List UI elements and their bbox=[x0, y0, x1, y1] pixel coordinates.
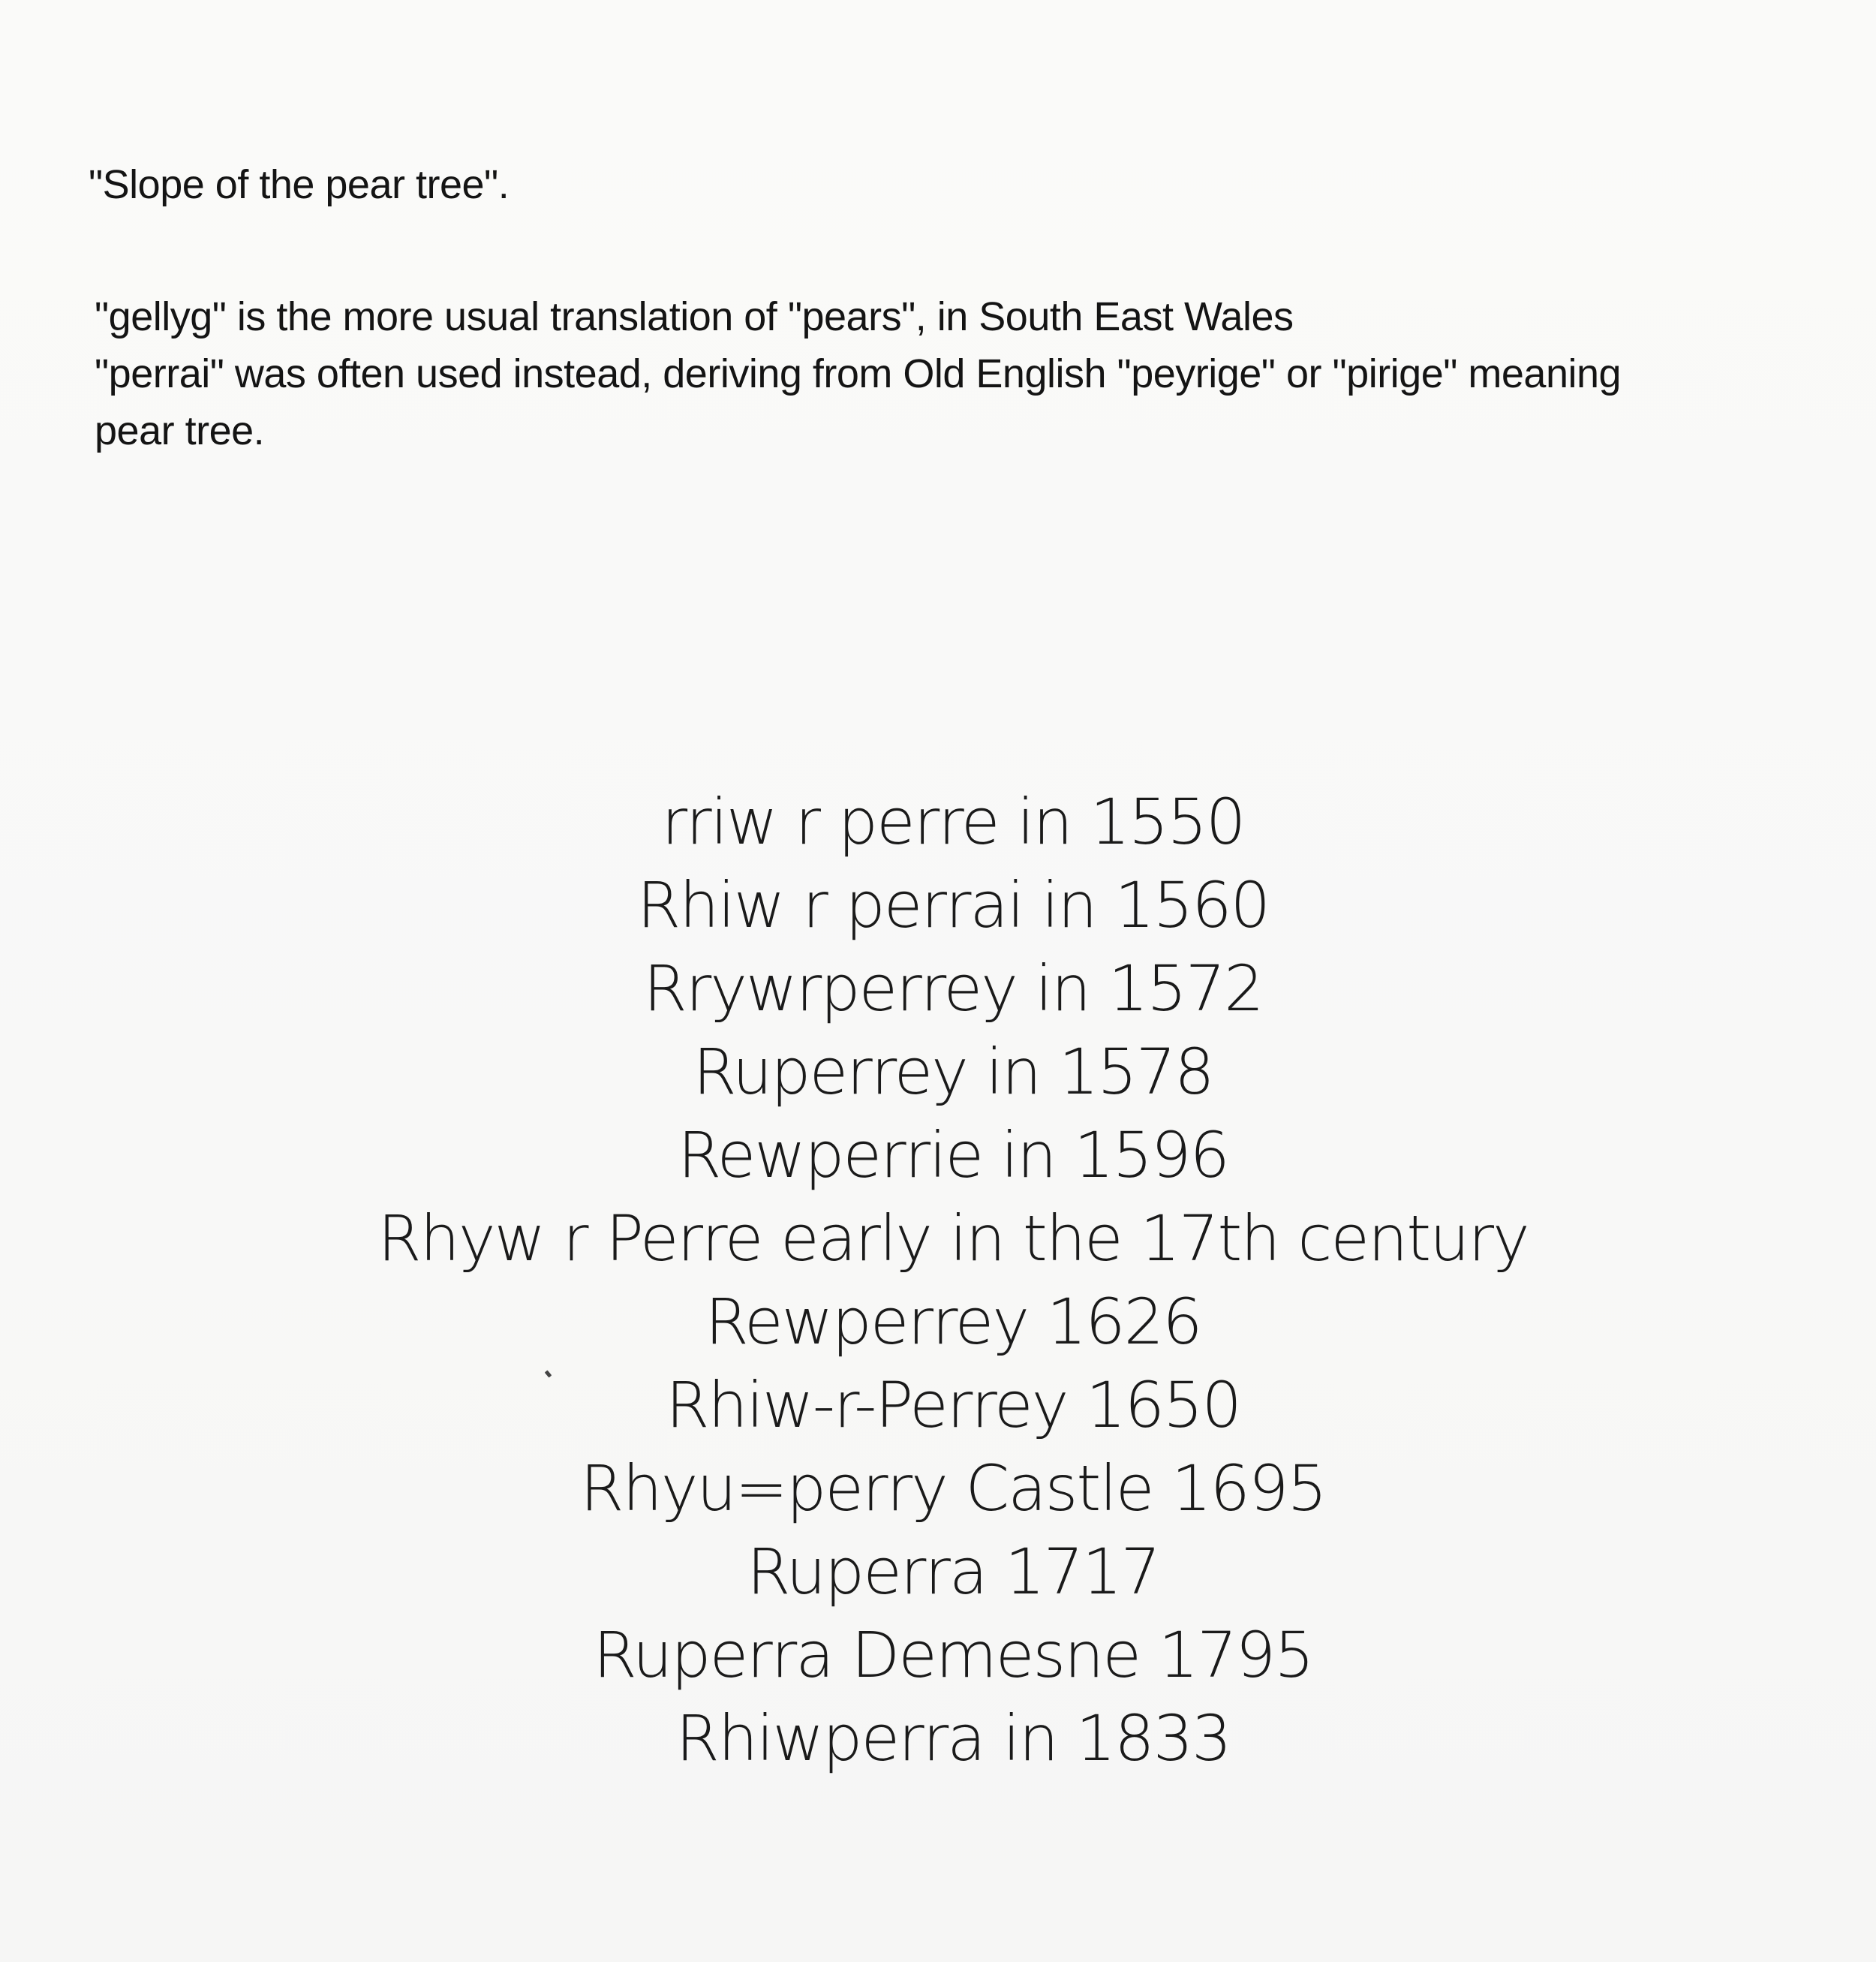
intro-line-1: "gellyg" is the more usual translation of "pears", in South East Wales bbox=[95, 294, 1294, 339]
list-item: Rhyu=perry Castle 1695 bbox=[580, 1452, 1326, 1525]
list-item: Ruperra Demesne 1795 bbox=[593, 1618, 1313, 1692]
list-item: Rhiw-r-Perrey 1650 bbox=[666, 1368, 1240, 1442]
list-item: Rrywrperrey in 1572 bbox=[643, 952, 1263, 1025]
list-item: Rewperrey 1626 bbox=[705, 1285, 1201, 1359]
intro-line-2: "perrai" was often used instead, deriving from Old English "peyrige" or "pirige" meaning bbox=[95, 351, 1622, 396]
intro-block bbox=[89, 156, 1814, 459]
historical-names-list bbox=[0, 781, 1876, 1780]
list-item: Rewperrie in 1596 bbox=[678, 1118, 1228, 1192]
list-item: Ruperrey in 1578 bbox=[693, 1035, 1213, 1109]
list-item: Ruperra 1717 bbox=[747, 1535, 1159, 1608]
list-item: rriw r perre in 1550 bbox=[661, 785, 1245, 859]
intro-line-3: pear tree. bbox=[95, 408, 265, 453]
list-item: Rhiwperra in 1833 bbox=[675, 1702, 1231, 1775]
list-item: Rhiw r perrai in 1560 bbox=[636, 868, 1270, 942]
list-item: Rhyw r Perre early in the 17th century bbox=[377, 1202, 1529, 1275]
document-title: "Slope of the pear tree". bbox=[89, 162, 510, 207]
